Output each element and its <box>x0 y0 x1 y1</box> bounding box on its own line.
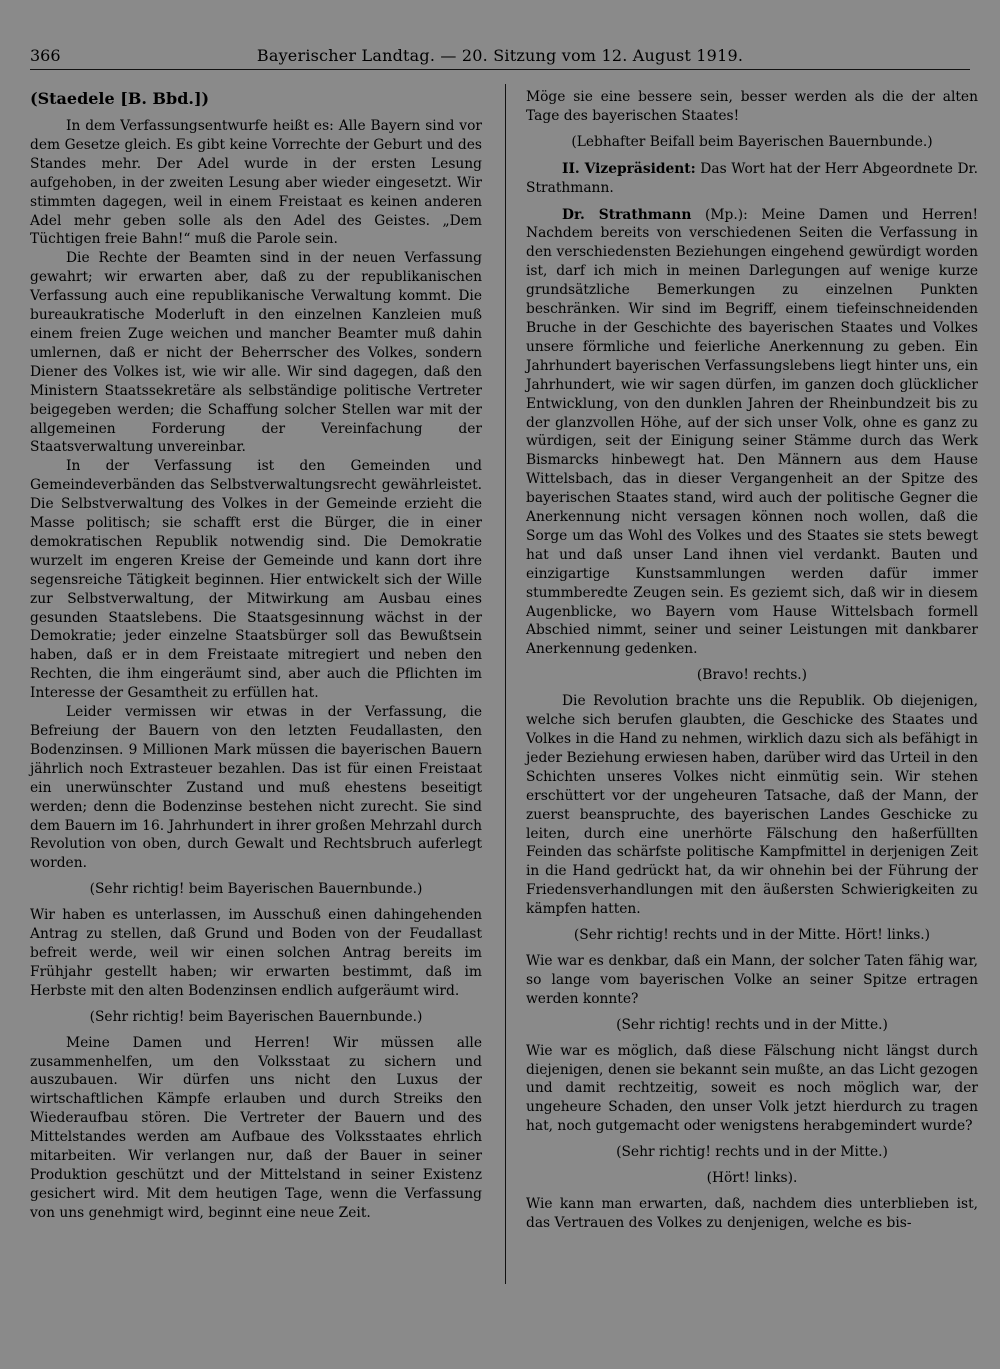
paragraph-text: (Mp.): Meine Damen und Herren! Nachdem bereits von verschiedenen Seiten die Verfassung in den verschiedensten Beziehungen eingehend gewürdigt worden ist, darf ich mich in meinen Darlegungen auf wenige kurze grundsätzliche Bemerkungen zu einzelnen Punkten beschränken. Wir sind im Begriff, einem tiefeinschneidenden Bruche in der Geschichte des bayerischen Staates und Volkes unsere förmliche und feierliche Anerkennung zu geben. Ein Jahrhundert bayerischen Verfassungslebens liegt hinter uns, ein Jahrhundert, wie wir sagen dürfen, im ganzen doch glücklicher Entwicklung, von den dunklen Jahren der Rheinbundzeit bis zu der glanzvollen Höhe, auf der sich unser Volk, ohne es ganz zu würdigen, seit der Einigung seiner Stämme durch das Werk Bismarcks hinbewegt hat. Den Männern aus dem Hause Wittelsbach, das in dieser Vergangenheit an der Spitze des bayerischen Staates stand, wird auch der politische Gegner die Anerkennung nicht versagen können noch wollen, daß die Sorge um das Wohl des Volkes und des Staates sie stets bewegt hat und daß unser Land ihnen viel verdankt. Bauten und einzigartige Kunstsammlungen werden dafür immer stummberedte Zeugen sein. Es geziemt sich, daß wir in diesem Augenblicke, wo Bayern vom Hause Wittelsbach formell Abschied nimmt, seiner und seiner Leistungen mit dankbarer Anerkennung gedenken. <box>526 206 979 658</box>
speaker-name: II. Vizepräsident: <box>562 160 696 177</box>
left-column <box>30 88 482 1223</box>
page-header <box>30 44 970 68</box>
paragraph: Wir haben es unterlassen, im Ausschuß einen dahingehenden Antrag zu stellen, daß Grund und Boden von der Feudallast befreit werde, weil wir einen solchen Antrag bereits im Frühjahr gestellt haben; wir erwarten bestimmt, daß im Herbste mit den alten Bodenzinsen endlich aufgeräumt wird. <box>30 907 482 999</box>
interjection: (Sehr richtig! beim Bayerischen Bauernbunde.) <box>89 1008 423 1025</box>
paragraph: Möge sie eine bessere sein, besser werden als die der alten Tage des bayerischen Staates! <box>526 89 978 124</box>
interjection: (Hört! links). <box>706 1170 798 1187</box>
interjection: (Sehr richtig! beim Bayerischen Bauernbunde.) <box>89 881 423 898</box>
page-number: 366 <box>30 46 61 65</box>
paragraph: Die Revolution brachte uns die Republik. Ob diejenigen, welche sich berufen glaubten, die Geschicke des Staates und Volkes in die Hand zu nehmen, wirklich dazu sich als befähigt in jeder Beziehung erwiesen haben, darüber wird das Urteil in den Schichten unseres Volkes nicht einmütig sein. Wir stehen erschüttert vor der ungeheuren Tatsache, daß der Mann, der zuerst beanspruchte, des bayerischen Landes Geschicke zu leiten, durch eine unerhörte Fälschung den haßerfüllten Feinden das schärfste politische Kampfmittel in derjenigen Zeit in die Hand gedrückt hat, da wir ohnehin bei der Führung der Friedensverhandlungen mit den äußersten Schwierigkeiten zu kämpfen hatten. <box>526 693 978 918</box>
paragraph-text: Das Wort hat der Herr Abgeordnete Dr. Strathmann. <box>526 160 978 196</box>
column-divider <box>505 84 506 1284</box>
speaker-continuation-head: (Staedele [B. Bbd.]) <box>30 89 210 108</box>
speaker-name: Dr. Strathmann <box>562 206 692 223</box>
running-head: Bayerischer Landtag. — 20. Sitzung vom 12. August 1919. <box>256 46 744 65</box>
paragraph <box>526 206 978 660</box>
interjection: (Bravo! rechts.) <box>696 667 808 684</box>
interjection: (Sehr richtig! rechts und in der Mitte.) <box>616 1016 888 1033</box>
paragraph: Wie war es denkbar, daß ein Mann, der solcher Taten fähig war, so lange vom bayerischen Volke an seiner Spitze ertragen werden konnte? <box>526 952 978 1007</box>
interjection: (Lebhafter Beifall beim Bayerischen Bauernbunde.) <box>571 133 933 150</box>
paragraph: Wie war es möglich, daß diese Fälschung nicht längst durch diejenigen, denen sie bekannt sein mußte, an das Licht gezogen und damit rechtzeitig, soweit es noch möglich war, der ungeheure Schaden, den unser Volk jetzt hierdurch zu tragen hat, noch gutgemacht oder wenigstens herabgemindert wurde? <box>526 1042 978 1135</box>
paragraph: Wie kann man erwarten, daß, nachdem dies unterblieben ist, das Vertrauen des Volkes zu denjenigen, welche es bis- <box>526 1195 978 1231</box>
paragraph: Meine Damen und Herren! Wir müssen alle zusammenhelfen, um den Volksstaat zu sichern und auszubauen. Wir dürfen uns nicht den Luxus der wirtschaftlichen Kämpfe erlauben und durch Streiks den Wiederaufbau stören. Die Vertreter der Bauern und des Mittelstandes werden am Aufbaue des Volksstaates ehrlich mitarbeiten. Wir verlangen nur, daß der Bauer in seiner Produktion geschützt und der Mittelstand in seiner Existenz gesichert wird. Mit dem heutigen Tage, wenn die Verfassung von uns genehmigt wird, beginnt eine neue Zeit. <box>30 1034 482 1221</box>
header-rule <box>30 69 970 70</box>
paragraph <box>526 160 978 198</box>
paragraph: In dem Verfassungsentwurfe heißt es: Alle Bayern sind vor dem Gesetze gleich. Es gibt keine Vorrechte der Geburt und des Standes mehr. Der Adel wurde in der ersten Lesung aufgehoben, in der zweiten Lesung aber wieder eingesetzt. Wir stimmten dagegen, weil in einem Freistaat es keinen anderen Adel mehr geben solle als den Adel des Geistes. „Dem Tüchtigen freie Bahn!“ muß die Parole sein. <box>30 118 482 248</box>
paragraph: Leider vermissen wir etwas in der Verfassung, die Befreiung der Bauern von den letzten Feudallasten, den Bodenzinsen. 9 Millionen Mark müssen die bayerischen Bauern jährlich noch Extrasteuer bezahlen. Das ist für einen Freistaat ein unerwünschter Zustand und muß ehestens beseitigt werden; denn die Bodenzinse bestehen nicht zurecht. Sie sind dem Bauern im 16. Jahrhundert in ihrer großen Mehrzahl durch Revolution von oben, durch Gewalt und Rechtsbruch auferlegt worden. <box>30 704 482 872</box>
interjection: (Sehr richtig! rechts und in der Mitte.) <box>616 1144 888 1161</box>
paragraph: Die Rechte der Beamten sind in der neuen Verfassung gewahrt; wir erwarten aber, daß zu der republikanischen Verfassung auch eine republikanische Verwaltung kommt. Die bureaukratische Moderluft in den einzelnen Kanzleien muß einem freien Zuge weichen und mancher Beamter muß dahin umlernen, daß er nicht der Beherrscher des Volkes, sondern Diener des Volkes ist, wie wir alle. Wir sind dagegen, daß den Ministern Staatssekretäre als selbständige politische Vertreter beigegeben werden; die Schaffung solcher Stellen war mit der allgemeinen Forderung der Vereinfachung der Staatsverwaltung unvereinbar. <box>30 250 482 456</box>
interjection: (Sehr richtig! rechts und in der Mitte. Hört! links.) <box>573 927 931 944</box>
paragraph: In der Verfassung ist den Gemeinden und Gemeindeverbänden das Selbstverwaltungsrecht gewährleistet. Die Selbstverwaltung des Volkes in der Gemeinde erzieht die Masse politisch; sie schafft erst die Bürger, die in einer demokratischen Republik notwendig sind. Die Demokratie wurzelt im engeren Kreise der Gemeinde und kann dort ihre segensreiche Tätigkeit beginnen. Hier entwickelt sich der Wille zur Selbstverwaltung, der Mitwirkung am Ausbau eines gesunden Staatslebens. Die Staatsgesinnung wächst in der Demokratie; jeder einzelne Staatsbürger soll das Bewußtsein haben, daß er in dem Freistaate mitregiert und neben den Rechten, die ihm eingeräumt sind, aber auch die Pflichten im Interesse der Gesamtheit zu erfüllen hat. <box>30 458 482 702</box>
right-column <box>526 88 978 1233</box>
